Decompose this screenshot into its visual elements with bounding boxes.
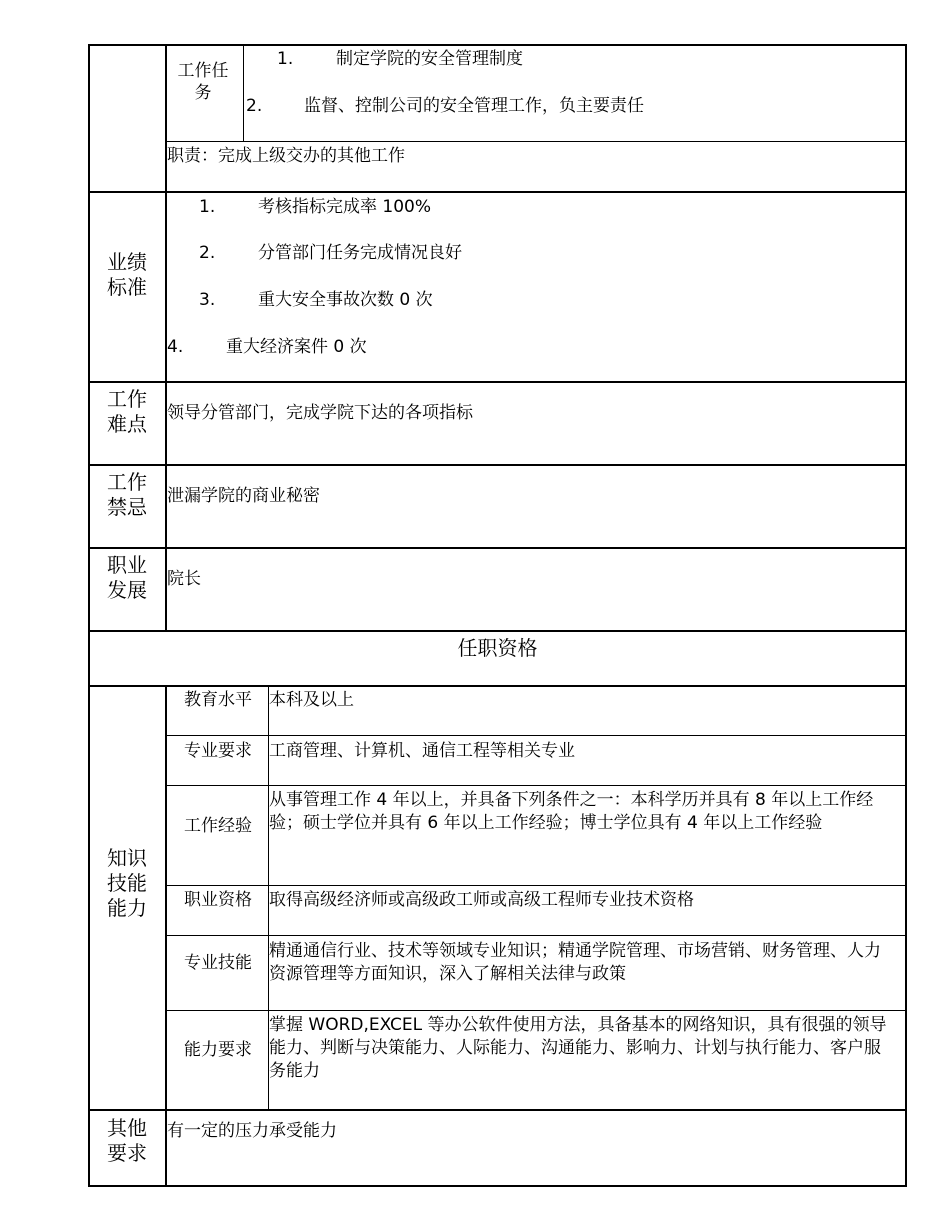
experience-value: 从事管理工作 4 年以上，并具备下列条件之一：本科学历并具有 8 年以上工作经验；硕士学位并具有 6 年以上工作经验；博士学位具有 4 年以上工作经验 [269, 790, 874, 833]
difficulty-label: 工作难点 [107, 387, 147, 436]
knowledge-skills-label: 知识技能能力 [107, 846, 147, 920]
taboo-label: 工作禁忌 [107, 470, 147, 519]
performance-item-1-number: 1. [199, 197, 216, 217]
task-item-1-text: 制定学院的安全管理制度 [336, 49, 523, 69]
education-value: 本科及以上 [269, 690, 354, 710]
certification-value: 取得高级经济师或高级政工师或高级工程师专业技术资格 [269, 890, 694, 910]
difficulty-text: 领导分管部门，完成学院下达的各项指标 [167, 403, 473, 423]
skills-label: 专业技能 [184, 953, 252, 973]
performance-label: 业绩标准 [107, 250, 147, 299]
duty-text: 职责：完成上级交办的其他工作 [167, 146, 405, 166]
task-item-2-text: 监督、控制公司的安全管理工作，负主要责任 [304, 96, 644, 116]
major-label: 专业要求 [184, 741, 252, 761]
performance-item-4-text: 重大经济案件 0 次 [226, 337, 367, 357]
major-value: 工商管理、计算机、通信工程等相关专业 [269, 741, 575, 761]
ability-label: 能力要求 [184, 1040, 252, 1060]
certification-label: 职业资格 [184, 890, 252, 910]
tasks-label: 工作任务 [177, 61, 229, 103]
performance-item-3-text: 重大安全事故次数 0 次 [258, 290, 433, 310]
performance-item-2-number: 2. [199, 243, 216, 263]
taboo-text: 泄漏学院的商业秘密 [167, 486, 320, 506]
career-label: 职业发展 [107, 553, 147, 602]
performance-item-2-text: 分管部门任务完成情况良好 [258, 243, 462, 263]
qualifications-title: 任职资格 [457, 636, 538, 660]
skills-value: 精通通信行业、技术等领域专业知识；精通学院管理、市场营销、财务管理、人力资源管理等方面知识，深入了解相关法律与政策 [269, 941, 881, 984]
performance-item-3-number: 3. [199, 290, 216, 310]
performance-item-1-text: 考核指标完成率 100% [258, 197, 432, 217]
performance-item-4-number: 4. [167, 337, 184, 357]
task-item-2-number: 2. [246, 96, 263, 116]
education-label: 教育水平 [184, 690, 252, 710]
ability-value: 掌握 WORD,EXCEL 等办公软件使用方法，具备基本的网络知识，具有很强的领导能力、判断与决策能力、人际能力、沟通能力、影响力、计划与执行能力、客户服务能力 [269, 1015, 887, 1081]
other-text: 有一定的压力承受能力 [167, 1121, 337, 1141]
experience-label: 工作经验 [184, 816, 252, 836]
task-item-1-number: 1. [277, 49, 294, 69]
career-text: 院长 [167, 569, 201, 589]
other-label: 其他要求 [107, 1116, 147, 1165]
